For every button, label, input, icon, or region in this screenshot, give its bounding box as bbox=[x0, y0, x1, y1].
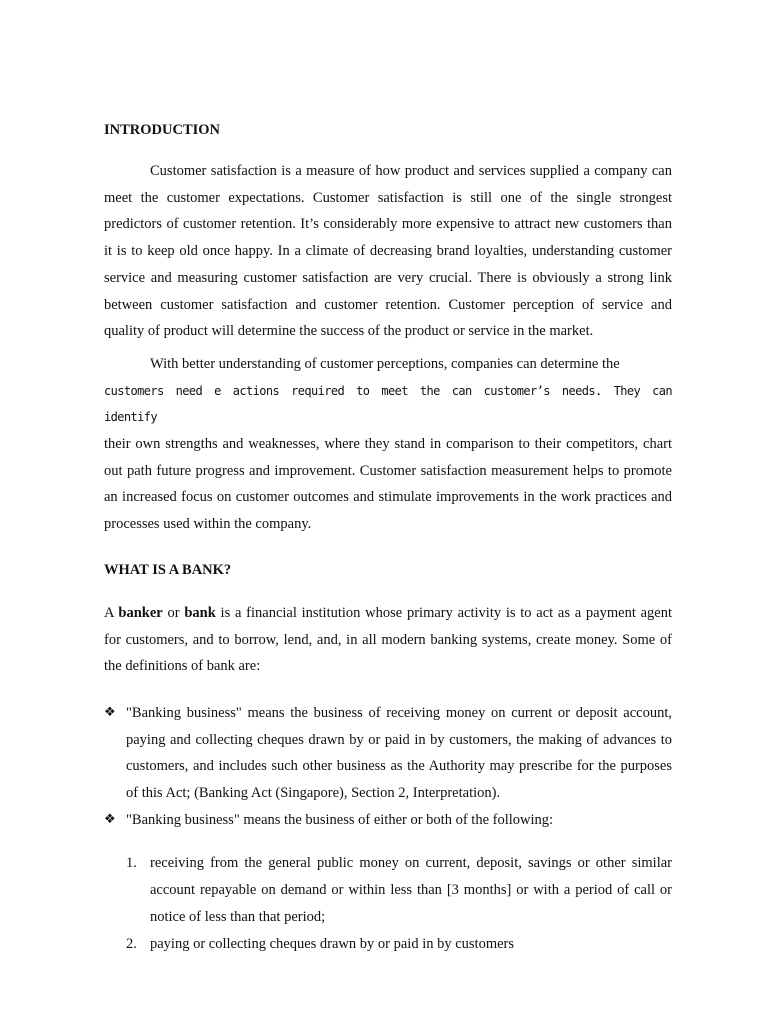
intro-paragraph-2 bbox=[104, 351, 672, 538]
intro-paragraph-2-start: With better understanding of customer perceptions, companies can determine the bbox=[150, 355, 620, 372]
intro-paragraph-1: Customer satisfaction is a measure of how product and services supplied a company can meet the customer expectations. Customer satisfaction is still one of the single strongest predictors of customer retention. It’s considerably more expensive to attract new customers than it is to keep old once happy. In a climate of decreasing brand loyalties, understanding customer service and measuring customer satisfaction are very crucial. There is obviously a strong link between customer satisfaction and customer retention. Customer perception of service and quality of product will determine the success of the product or service in the market. bbox=[104, 163, 672, 340]
list-item bbox=[104, 850, 672, 930]
intro-paragraph-2-end: their own strengths and weaknesses, where they stand in comparison to their competitors, chart out path future progress and improvement. Customer satisfaction measurement helps to promote an increased focus on customer outcomes and stimulate improvements in the work practices and processes used within the company. bbox=[104, 436, 672, 533]
diamond-bullet-icon: ❖ bbox=[104, 811, 116, 827]
bullet-text: "Banking business" means the business of either or both of the following: bbox=[126, 811, 554, 828]
intro-paragraph-2-mono-line: customers need e actions required to meet the can customer’s needs. They can identify bbox=[104, 383, 672, 425]
def-word-or: or bbox=[167, 604, 180, 621]
list-item bbox=[104, 807, 672, 834]
def-rest: is a financial institution whose primary activity is to act as a payment agent for customers, and to borrow, lend, and, in all modern banking systems, create money. Some of the definitions of bank are: bbox=[104, 604, 673, 675]
def-term-banker: banker bbox=[118, 604, 163, 621]
diamond-bullet-icon: ❖ bbox=[104, 704, 116, 720]
section-heading-introduction: INTRODUCTION bbox=[104, 122, 221, 138]
document-body bbox=[104, 117, 672, 957]
numbered-list bbox=[104, 850, 672, 957]
bank-definitions-list bbox=[104, 700, 672, 834]
list-item-text: receiving from the general public money on current, deposit, savings or other similar account repayable on demand or within less than [3 months] or with a period of call or notice of less than that period; bbox=[150, 855, 672, 925]
def-term-bank: bank bbox=[184, 604, 216, 621]
list-item-text: paying or collecting cheques drawn by or paid in by customers bbox=[150, 935, 515, 952]
section-heading-what-is-a-bank: WHAT IS A BANK? bbox=[104, 561, 232, 578]
bullet-text: "Banking business" means the business of receiving money on current or deposit account, paying and collecting cheques drawn by or paid in by customers, the making of advances to customers, and includes such other business as the Authority may prescribe for the purposes of this Act; (Banking Act (Singapore), Section 2, Interpretation). bbox=[126, 704, 672, 802]
list-item bbox=[104, 700, 672, 807]
bank-definition-paragraph bbox=[104, 600, 672, 680]
list-number: 1. bbox=[126, 855, 137, 872]
list-item bbox=[104, 931, 672, 958]
def-word-a: A bbox=[104, 604, 114, 621]
list-number: 2. bbox=[126, 935, 137, 952]
